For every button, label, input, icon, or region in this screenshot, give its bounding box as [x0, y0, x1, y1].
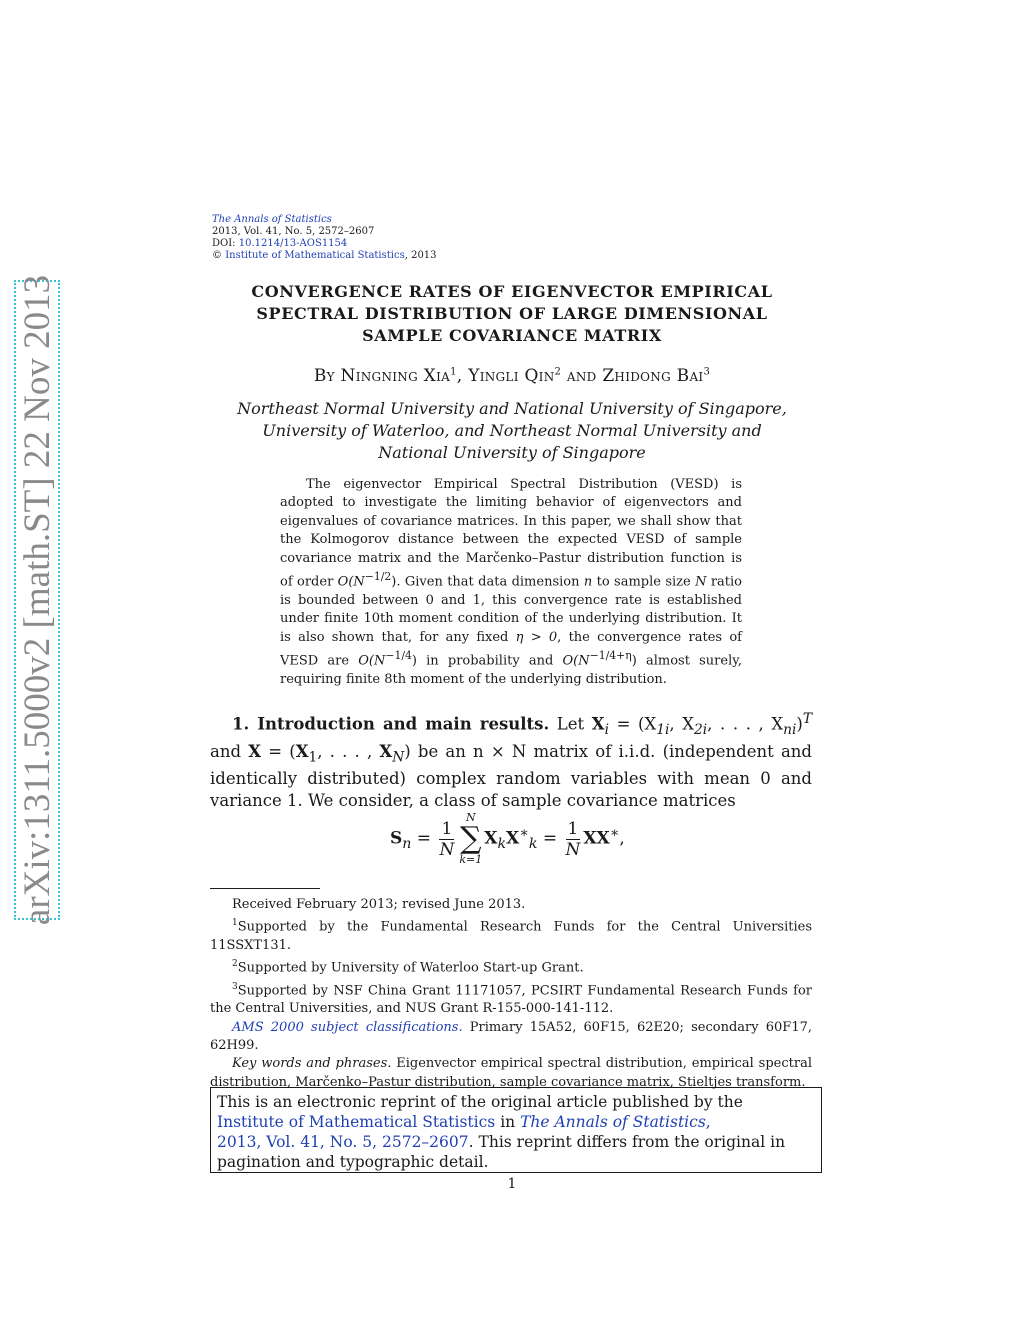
arxiv-identifier-stamp[interactable]: arXiv:1311.5000v2 [math.ST] 22 Nov 2013	[14, 280, 60, 920]
page-number: 1	[507, 1176, 517, 1192]
footnote-2: $^2$Supported by University of Waterloo Start-up Grant.	[232, 959, 584, 976]
footnote-divider	[210, 888, 320, 889]
section-heading: 1. Introduction and main results.	[232, 714, 550, 734]
author-3: Zhidong Bai	[602, 366, 704, 386]
journal-link[interactable]: The Annals of Statistics	[212, 214, 332, 225]
keywords: Key words and phrases. Eigenvector empirical spectral distribution, empirical spectral distribution, Marčenko–Pastur distribution, sample covariance matrix, Stieltjes transform.	[210, 1056, 812, 1090]
reprint-volume-link[interactable]: 2013, Vol. 41, No. 5, 2572–2607	[217, 1133, 469, 1151]
intro-paragraph: 1. Introduction and main results. Let $X_i = (X_{1i}$, $X_{2i}$, . . . , $X_{ni})^T$ and $X = (X_1$, . . . , $X_N$) be an n × N matrix of i.i.d. (independent and identically distributed) complex random variables with mean 0 and variance 1. We consider, a class of sample covariance matrices	[210, 711, 813, 811]
footnote-1: $^1$Supported by the Fundamental Research Funds for the Central Universities 11SSXT131.	[210, 918, 812, 953]
covariance-equation: $S_n$ = $\frac{1}{N}$ N ∑ k=1 $X_kX^∗_k$ = $\frac{1}{N}$ XX∗,	[390, 811, 625, 866]
copyright-line: © Institute of Mathematical Statistics, 2013	[212, 250, 437, 261]
doi-link[interactable]: 10.1214/13-AOS1154	[238, 238, 348, 249]
affiliations: Northeast Normal University and National University of Singapore, University of Waterloo, and Northeast Normal University and National University of Singapore	[237, 399, 787, 462]
copyright-icon: ©	[212, 250, 222, 261]
author-list: By Ningning Xia$^1$, Yingli Qin$^2$ and Zhidong Bai$^3$	[313, 366, 711, 386]
reprint-journal-link[interactable]: The Annals of Statistics	[520, 1113, 706, 1131]
doi-line: DOI: 10.1214/13-AOS1154	[212, 238, 348, 249]
reprint-notice-box: This is an electronic reprint of the original article published by the Institute of Mathematical Statistics in The Annals of Statistics, 2013, Vol. 41, No. 5, 2572–2607. This reprint differs from the original in pagination and typographic detail.	[210, 1087, 822, 1173]
publisher-link[interactable]: Institute of Mathematical Statistics	[225, 250, 405, 261]
paper-title: CONVERGENCE RATES OF EIGENVECTOR EMPIRICAL SPECTRAL DISTRIBUTION OF LARGE DIMENSIONAL SAMPLE COVARIANCE MATRIX	[251, 282, 773, 345]
footnotes	[210, 896, 812, 1092]
footnote-3: $^3$Supported by NSF China Grant 11171057, PCSIRT Fundamental Research Funds for the Central Universities, and NUS Grant R-155-000-141-112.	[210, 981, 812, 1017]
volume-info: 2013, Vol. 41, No. 5, 2572–2607	[212, 226, 375, 237]
ams-link[interactable]: AMS 2000 subject classifications.	[232, 1019, 463, 1035]
reprint-publisher-link[interactable]: Institute of Mathematical Statistics	[217, 1113, 496, 1131]
journal-header	[212, 214, 437, 262]
author-1: Ningning Xia	[340, 366, 451, 386]
ams-classification: AMS 2000 subject classifications. Primary 15A52, 60F15, 62E20; secondary 60F17, 62H99.	[210, 1019, 812, 1054]
received-note: Received February 2013; revised June 2013.	[232, 897, 526, 912]
abstract: The eigenvector Empirical Spectral Distribution (VESD) is adopted to investigate the limiting behavior of eigenvectors and eigenvalues of covariance matrices. In this paper, we shall show that the Kolmogorov distance between the expected VESD of sample covariance matrix and the Marčenko–Pastur distribution function is of order $O(N^{-1/2})$. Given that data dimension n to sample size N ratio is bounded between 0 and 1, this convergence rate is established under finite 10th moment condition of the underlying distribution. It is also shown that, for any fixed η > 0, the convergence rates of VESD are $O(N^{-1/4})$ in probability and $O(N^{-1/4+\eta})$ almost surely, requiring finite 8th moment of the underlying distribution.	[280, 477, 743, 687]
author-2: Yingli Qin	[468, 366, 555, 386]
